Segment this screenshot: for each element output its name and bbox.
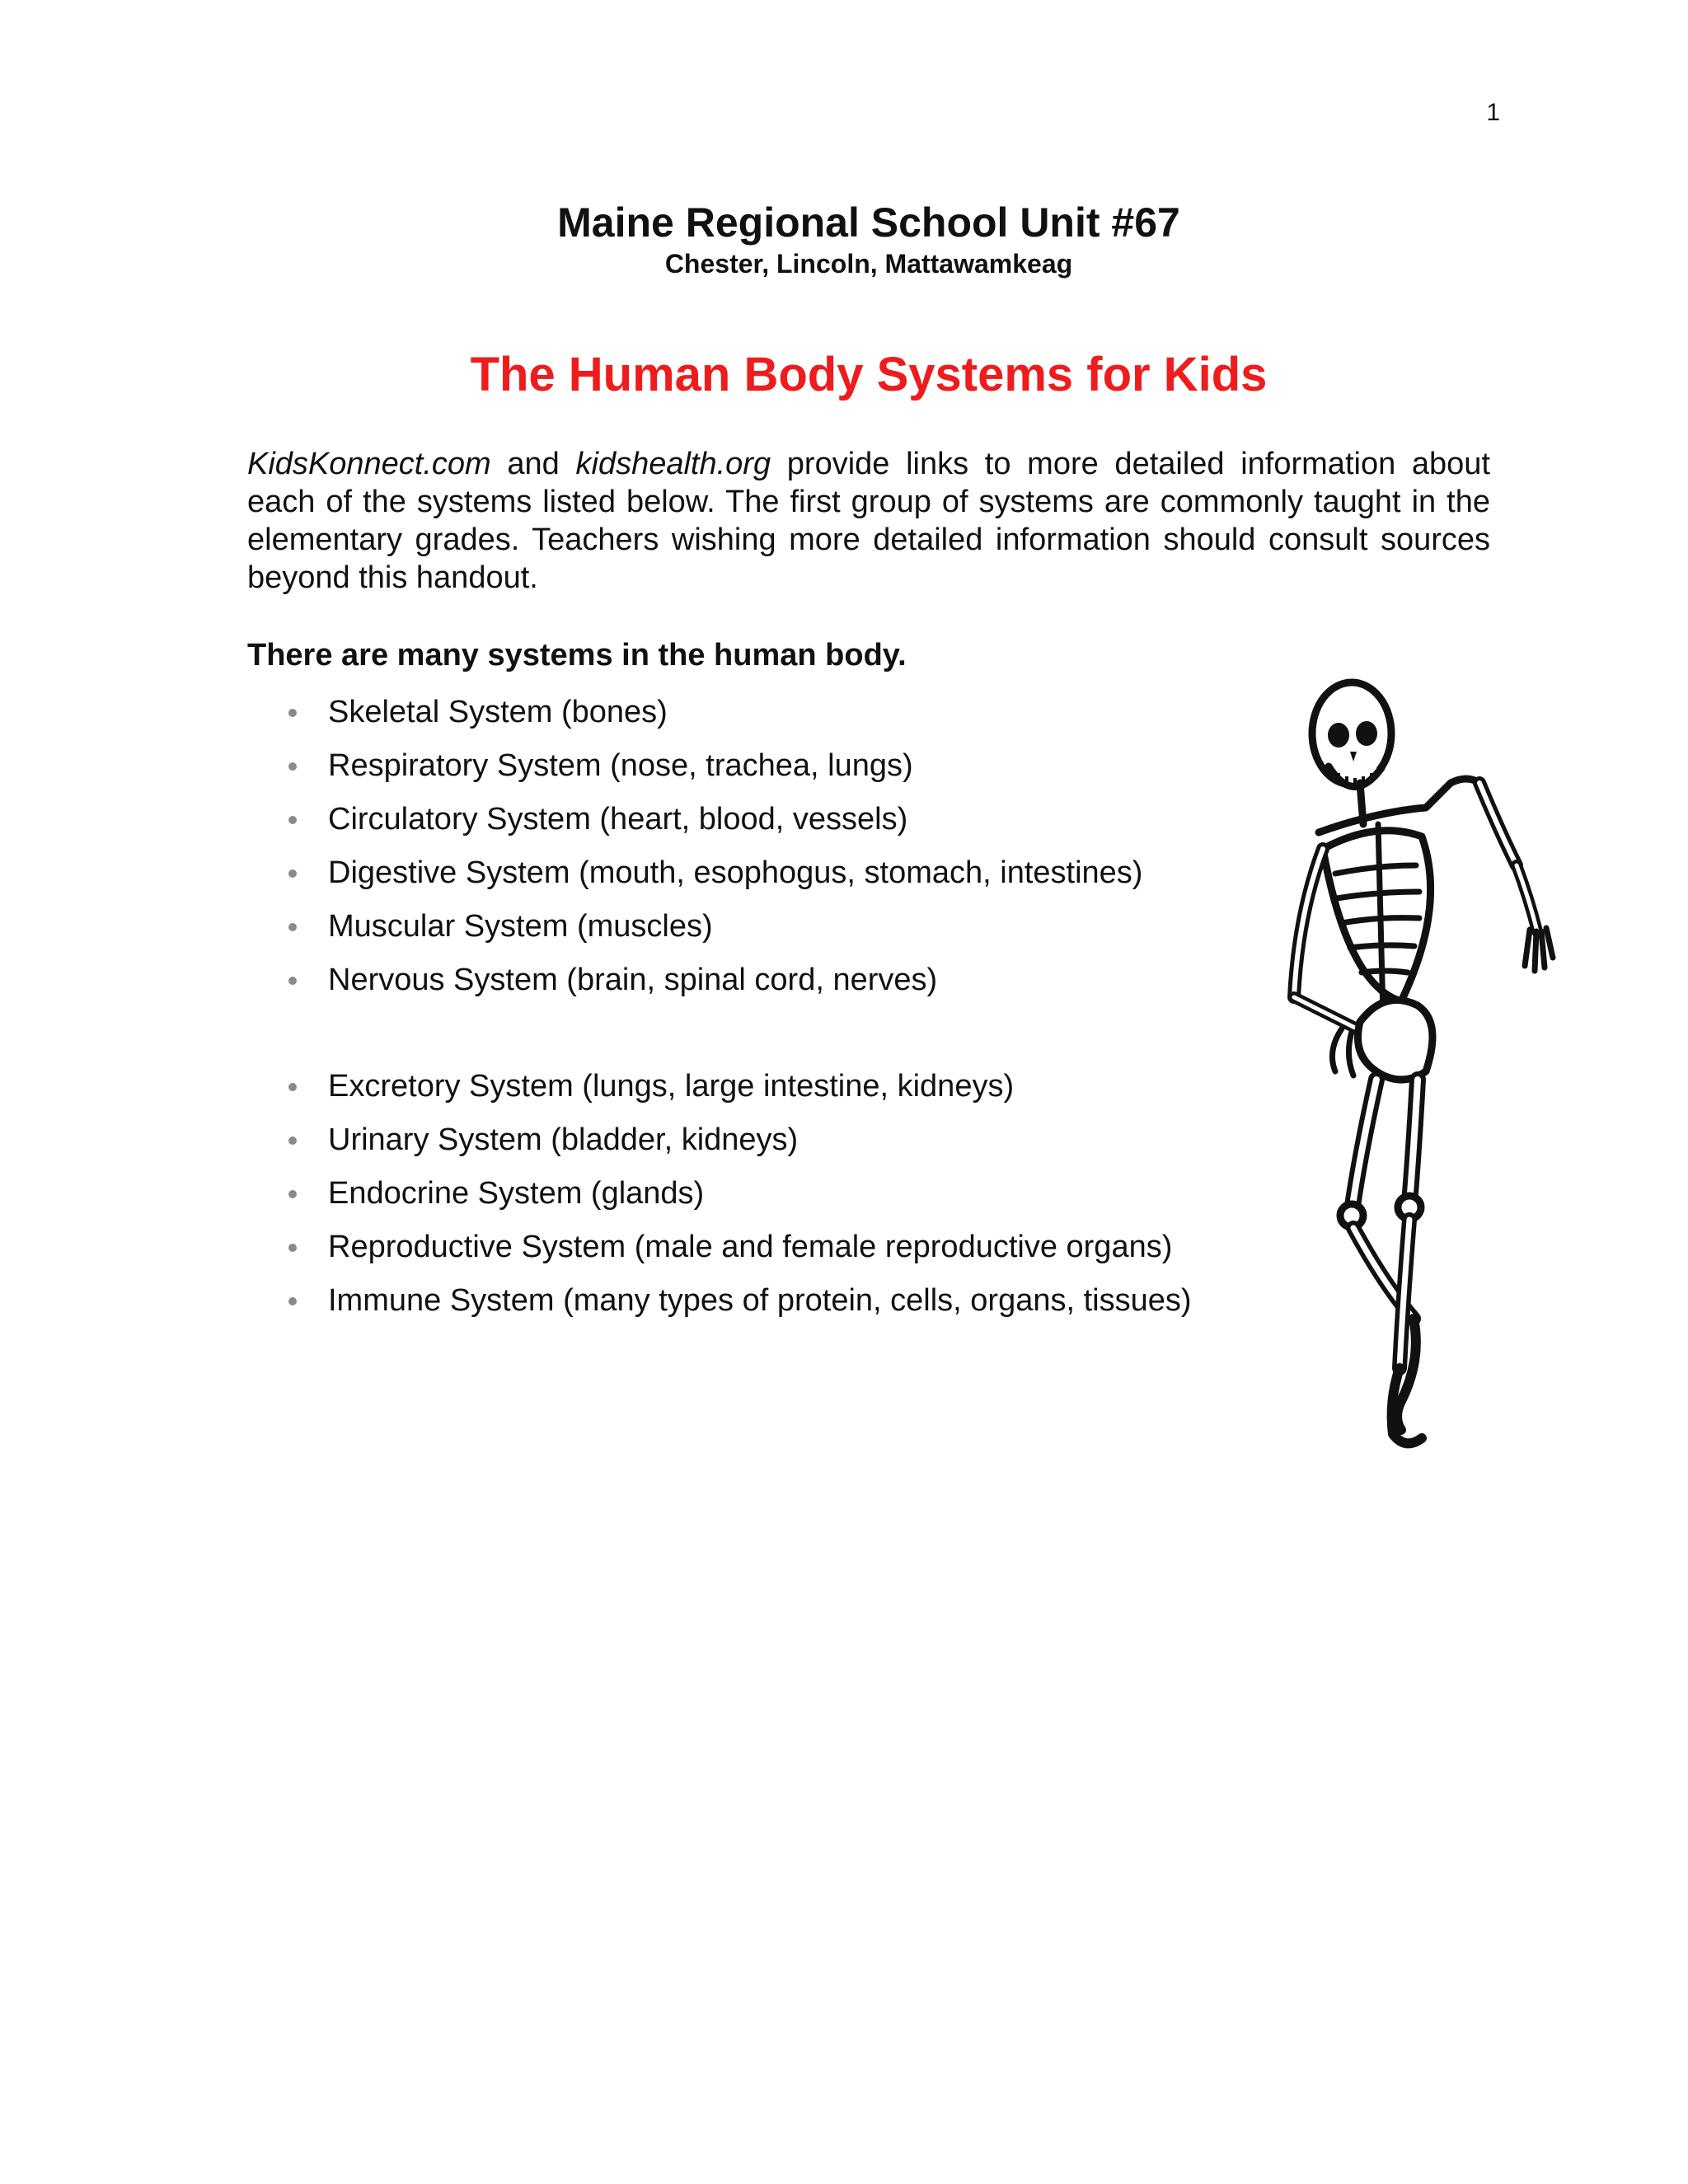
bullet-icon: [288, 1297, 297, 1305]
systems-list-elementary: [247, 686, 1142, 1007]
bullet-icon: [288, 1244, 297, 1252]
page-number: 1: [1486, 99, 1500, 126]
system-label: Urinary System (bladder, kidneys): [328, 1122, 799, 1157]
systems-list-additional: [247, 1060, 1192, 1328]
list-item: [247, 954, 1142, 1007]
list-item: [247, 1113, 1192, 1167]
bullet-icon: [288, 869, 297, 878]
list-item: [247, 1274, 1192, 1328]
system-label: Muscular System (muscles): [328, 909, 713, 944]
system-label: Nervous System (brain, spinal cord, nerves): [328, 963, 938, 997]
bullet-icon: [288, 1190, 297, 1198]
document-title: The Human Body Systems for Kids: [470, 348, 1268, 401]
list-item: [247, 793, 1142, 846]
system-label: Excretory System (lungs, large intestine, kidneys): [328, 1069, 1015, 1104]
system-label: Reproductive System (male and female reproductive organs): [328, 1230, 1173, 1264]
document-header: [247, 198, 1490, 280]
skeleton-illustration: [1278, 659, 1558, 1475]
towns-subtitle: Chester, Lincoln, Mattawamkeag: [664, 249, 1073, 279]
bullet-icon: [288, 762, 297, 771]
intro-text: provide links to more detailed information about each of the systems listed below. The first group of systems are commonly taught in the elementary grades. Teachers wishing more detailed information should consult sources beyond this handout.: [247, 447, 1490, 595]
system-label: Immune System (many types of protein, cells, organs, tissues): [328, 1283, 1192, 1318]
bullet-icon: [288, 1083, 297, 1091]
system-label: Skeletal System (bones): [328, 695, 668, 729]
bullet-icon: [288, 1137, 297, 1145]
bullet-icon: [288, 923, 297, 931]
list-heading: There are many systems in the human body.: [247, 638, 907, 673]
list-item: [247, 900, 1142, 954]
organization-name: Maine Regional School Unit #67: [557, 199, 1180, 246]
intro-and: and: [490, 447, 576, 481]
list-item: [247, 686, 1142, 739]
list-item: [247, 1221, 1192, 1274]
bullet-icon: [288, 709, 297, 717]
list-item: [247, 846, 1142, 900]
kidshealth-link: kidshealth.org: [575, 447, 771, 481]
system-label: Endocrine System (glands): [328, 1176, 705, 1211]
system-label: Circulatory System (heart, blood, vessels): [328, 802, 908, 837]
list-item: [247, 1060, 1192, 1113]
system-label: Respiratory System (nose, trachea, lungs): [328, 748, 913, 783]
bullet-icon: [288, 816, 297, 824]
list-item: [247, 1167, 1192, 1221]
kidskonnect-link: KidsKonnect.com: [247, 447, 491, 481]
intro-paragraph: [247, 445, 1490, 597]
list-item: [247, 739, 1142, 793]
system-label: Digestive System (mouth, esophogus, stomach, intestines): [328, 855, 1143, 890]
bullet-icon: [288, 977, 297, 985]
